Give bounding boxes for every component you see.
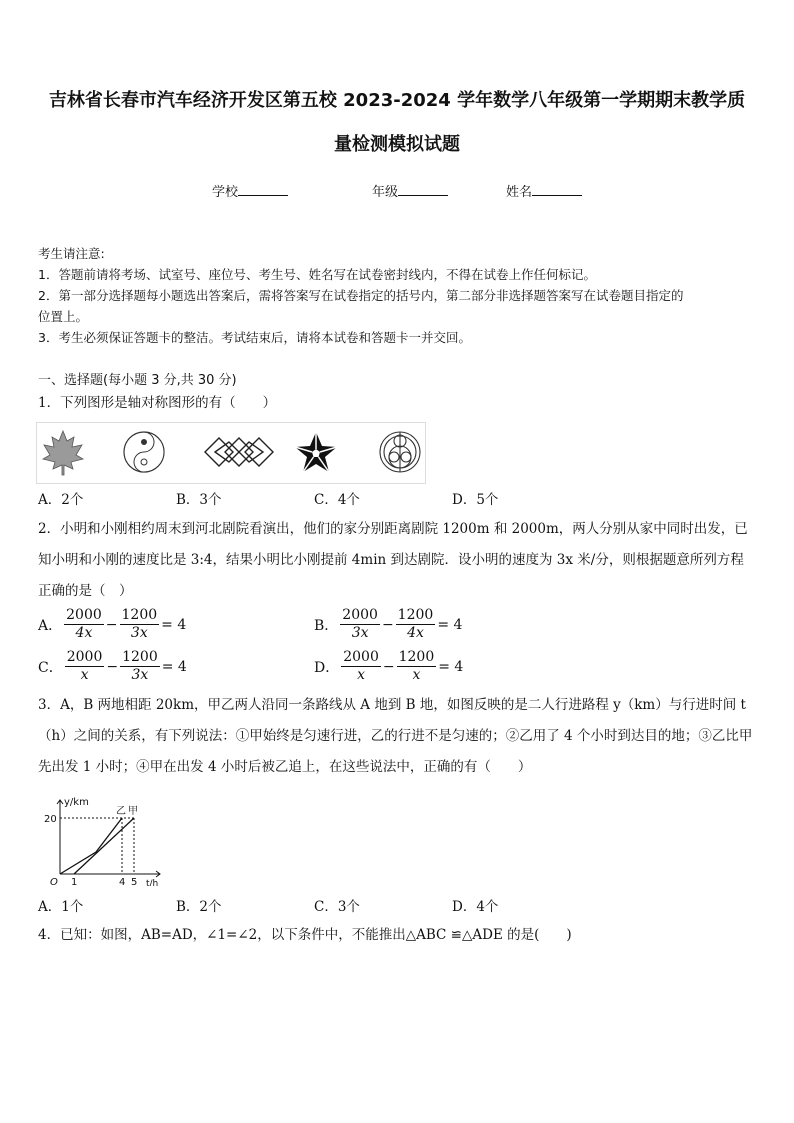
x-tick-4: 4 — [119, 877, 126, 886]
maple-leaf-icon — [41, 429, 85, 477]
q1-option-d[interactable]: D．5个 — [452, 492, 499, 508]
q3-line-1: 3．A，B 两地相距 20km，甲乙两人沿同一条路线从 A 地到 B 地，如图反映的是二人行进路程 y（km）与行进时间 t — [38, 697, 746, 713]
x-tick-5: 5 — [131, 877, 138, 886]
name-field: 姓名 — [506, 181, 582, 200]
question-3-stem — [38, 690, 764, 783]
question-4-stem: 4．已知：如图，AB=AD，∠1=∠2，以下条件中，不能推出△ABC ≌△ADE 的是( ) — [38, 927, 572, 943]
grade-field: 年级 — [372, 181, 448, 200]
q2-option-a[interactable]: A． $\frac{2000}{4x}$ − $\frac{1200}{3x}$ = 4 — [38, 607, 187, 641]
yin-yang-icon — [121, 429, 167, 475]
x-axis-label: t/h — [146, 879, 159, 886]
q2-line-1: 2．小明和小刚相约周末到河北剧院看演出，他们的家分别距离剧院 1200m 和 2000m，两人分别从家中同时出发，已 — [38, 521, 748, 537]
q3-line-2: （h）之间的关系，有下列说法：①甲始终是匀速行进，乙的行进不是匀速的；②乙用了 4 个小时到达目的地；③乙比甲 — [38, 728, 753, 744]
series-yi-line — [60, 818, 122, 874]
symmetry-figures — [36, 422, 426, 484]
q2-line-2: 知小明和小刚的速度比是 3:4，结果小明比小刚提前 4min 到达剧院．设小明的速度为 3x 米/分，则根据题意所列方程 — [38, 552, 744, 568]
q1-option-b[interactable]: B．3个 — [176, 492, 222, 508]
school-field: 学校 — [212, 181, 288, 200]
q3-option-c[interactable]: C．3个 — [314, 899, 360, 915]
q3-option-b[interactable]: B．2个 — [176, 899, 222, 915]
y-axis-label: y/km — [64, 797, 89, 808]
question-1-stem: 1．下列图形是轴对称图形的有（ ） — [38, 395, 277, 411]
notice-heading: 考生请注意: — [38, 246, 105, 261]
notice-item-1: 1．答题前请将考场、试室号、座位号、考生号、姓名写在试卷密封线内，不得在试卷上作任何标记。 — [38, 267, 596, 282]
q2-option-d[interactable]: D． $\frac{2000}{x}$ − $\frac{1200}{x}$ = 4 — [314, 649, 464, 683]
origin-label: O — [50, 877, 58, 886]
series-jia-line — [74, 818, 134, 874]
page-title-line2: 量检测模拟试题 — [334, 134, 460, 155]
section-heading: 一、选择题(每小题 3 分,共 30 分) — [38, 373, 237, 388]
series-yi-label: 乙 — [116, 806, 126, 817]
q3-line-3: 先出发 1 小时；④甲在出发 4 小时后被乙追上，在这些说法中，正确的有（ ） — [38, 759, 532, 775]
x-tick-1: 1 — [71, 877, 78, 886]
q2-option-c[interactable]: C． $\frac{2000}{x}$ − $\frac{1200}{3x}$ = 4 — [38, 649, 187, 683]
q1-option-c[interactable]: C．4个 — [314, 492, 360, 508]
q2-option-b[interactable]: B． $\frac{2000}{3x}$ − $\frac{1200}{4x}$ = 4 — [314, 607, 463, 641]
q2-line-3: 正确的是（ ） — [38, 583, 133, 599]
question-2-stem — [38, 514, 764, 607]
nested-circles-icon — [377, 429, 423, 475]
notice — [38, 243, 764, 348]
q3-option-a[interactable]: A．1个 — [38, 899, 84, 915]
page-title: 吉林省长春市汽车经济开发区第五校 2023-2024 学年数学八年级第一学期期末教学质 — [48, 90, 746, 111]
notice-item-2: 2．第一部分选择题每小题选出答案后，需将答案写在试卷指定的括号内，第二部分非选择题答案写在试卷题目指定的 — [38, 288, 684, 303]
knot-pattern-icon — [201, 429, 277, 475]
notice-item-3: 3．考生必须保证答题卡的整洁。考试结束后，请将本试卷和答题卡一并交回。 — [38, 330, 471, 345]
star-pentagon-icon — [293, 429, 339, 475]
q3-option-d[interactable]: D．4个 — [452, 899, 499, 915]
distance-time-graph — [38, 796, 168, 886]
q1-option-a[interactable]: A．2个 — [38, 492, 84, 508]
y-tick-20: 20 — [44, 814, 57, 825]
series-jia-label: 甲 — [128, 806, 138, 817]
notice-item-2-cont: 位置上。 — [38, 309, 89, 324]
